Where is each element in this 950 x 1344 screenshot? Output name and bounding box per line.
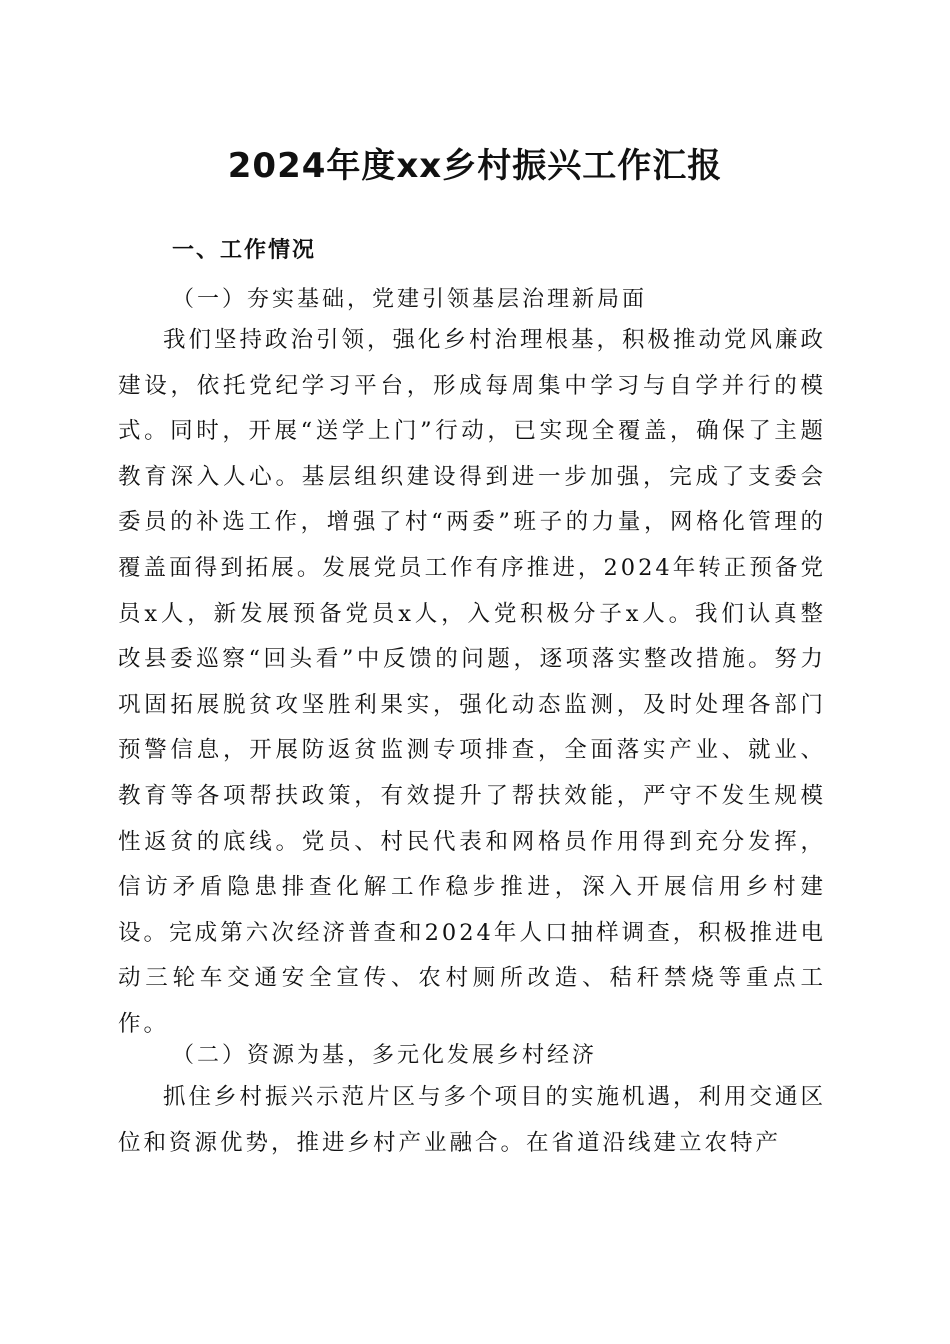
subsection-heading-party-building: （一）夯实基础，党建引领基层治理新局面 (172, 287, 648, 312)
subsection-paragraph-rural-economy: 抓住乡村振兴示范片区与多个项目的实施机遇，利用交通区位和资源优势，推进乡村产业融合。在省道沿线建立农特产 (118, 1084, 827, 1156)
subsection-paragraph-party-building: 我们坚持政治引领，强化乡村治理根基，积极推动党风廉政建设，依托党纪学习平台，形成每周集中学习与自学并行的模式。同时，开展“送学上门”行动，已实现全覆盖，确保了主题教育深入人心。基层组织建设得到进一步加强，完成了支委会委员的补选工作，增强了村“两委”班子的力量，网格化管理的覆盖面得到拓展。发展党员工作有序推进，2024年转正预备党员x人，新发展预备党员x人，入党积极分子x人。我们认真整改县委巡察“回头看”中反馈的问题，逐项落实整改措施。努力巩固拓展脱贫攻坚胜利果实，强化动态监测，及时处理各部门预警信息，开展防返贫监测专项排查，全面落实产业、就业、教育等各项帮扶政策，有效提升了帮扶效能，严守不发生规模性返贫的底线。党员、村民代表和网格员作用得到充分发挥，信访矛盾隐患排查化解工作稳步推进，深入开展信用乡村建设。完成第六次经济普查和2024年人口抽样调查，积极推进电动三轮车交通安全宣传、农村厕所改造、秸秆禁烧等重点工作。 (118, 327, 827, 1037)
subsection-heading-rural-economy: （二）资源为基，多元化发展乡村经济 (172, 1043, 598, 1068)
section-heading-work-status: 一、工作情况 (172, 238, 317, 263)
document-title: 2024年度xx乡村振兴工作汇报 (227, 146, 723, 186)
